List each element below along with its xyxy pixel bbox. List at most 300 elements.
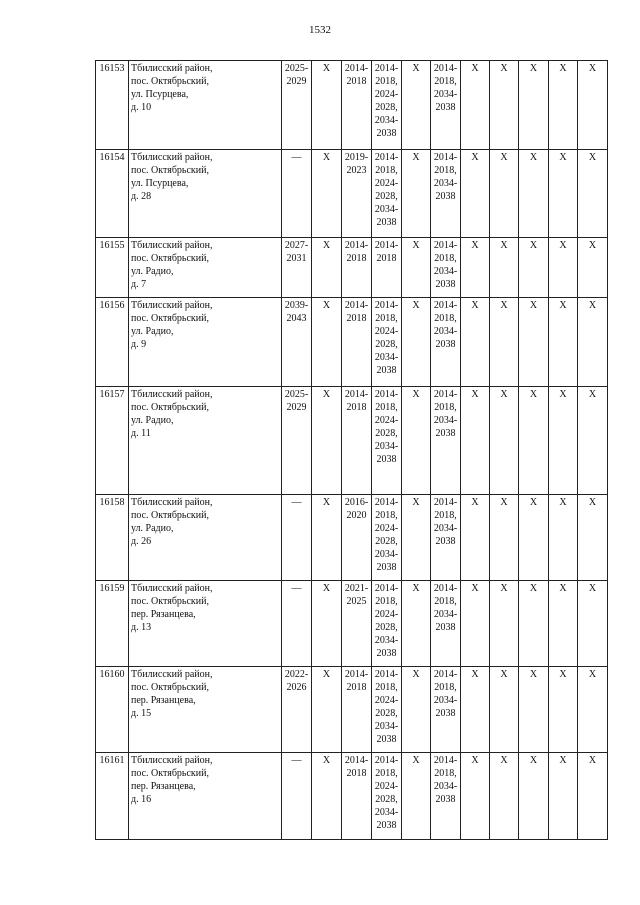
interval-a-cell <box>282 667 312 753</box>
interval-b-cell <box>342 298 372 387</box>
cell-line: 2039- <box>284 300 309 311</box>
cell-line: 2038 <box>376 734 397 745</box>
repair-years-cell <box>372 387 402 495</box>
survey-years-cell <box>431 150 461 238</box>
cell-line: X <box>322 389 331 400</box>
cell-line: 2014- <box>433 300 458 311</box>
cell-line: 2014- <box>344 63 369 74</box>
row-number: 16161 <box>96 753 129 840</box>
cell-line: 2034- <box>433 178 458 189</box>
mark-b-cell <box>402 495 431 581</box>
repair-years-cell <box>372 667 402 753</box>
cell-line: 2034- <box>433 89 458 100</box>
address-cell <box>129 387 282 495</box>
mark-e-cell <box>519 387 549 495</box>
mark-a-cell <box>312 581 342 667</box>
cell-line: 2018, <box>434 596 457 607</box>
mark-e-cell <box>519 667 549 753</box>
cell-line: X <box>559 497 567 508</box>
cell-line: 2028, <box>375 794 398 805</box>
survey-years-cell <box>431 581 461 667</box>
cell-line: X <box>322 63 331 74</box>
cell-line: 2029 <box>286 402 307 413</box>
mark-e-cell <box>519 581 549 667</box>
cell-line: 2038 <box>435 794 456 805</box>
mark-a-cell <box>312 150 342 238</box>
mark-e-cell <box>519 61 549 150</box>
cell-line: 2034- <box>433 326 458 337</box>
cell-line: 2034- <box>433 266 458 277</box>
cell-line: 2028, <box>375 428 398 439</box>
interval-b-cell <box>342 150 372 238</box>
address-line: д. 7 <box>131 279 147 290</box>
cell-line: 2026 <box>286 682 307 693</box>
cell-line: X <box>559 669 567 680</box>
mark-d-cell <box>490 753 519 840</box>
cell-line: 2038 <box>435 279 456 290</box>
cell-line: 2019- <box>344 152 369 163</box>
cell-line: X <box>588 152 597 163</box>
address-line: д. 28 <box>131 191 152 202</box>
cell-line: 2034- <box>374 115 399 126</box>
mark-f-cell <box>549 387 578 495</box>
row-number: 16153 <box>96 61 129 150</box>
interval-b-cell <box>342 238 372 298</box>
cell-line: X <box>471 300 479 311</box>
cell-line: 2024- <box>374 415 399 426</box>
mark-e-cell <box>519 238 549 298</box>
survey-years-cell <box>431 61 461 150</box>
mark-g-cell <box>578 387 608 495</box>
repair-years-cell <box>372 150 402 238</box>
interval-a-cell <box>282 298 312 387</box>
table-row <box>96 150 608 238</box>
cell-line: 2018 <box>346 313 367 324</box>
cell-line: X <box>588 497 597 508</box>
cell-line: X <box>412 63 420 74</box>
cell-line: 2034- <box>374 721 399 732</box>
cell-line: 2014- <box>344 300 369 311</box>
cell-line: 2018, <box>375 596 398 607</box>
cell-line: X <box>322 583 331 594</box>
cell-line: 2014- <box>433 152 458 163</box>
cell-line: 2038 <box>376 562 397 573</box>
repair-years-cell <box>372 753 402 840</box>
cell-line: 2038 <box>435 339 456 350</box>
cell-line: 2018, <box>434 402 457 413</box>
mark-d-cell <box>490 581 519 667</box>
interval-b-cell <box>342 387 372 495</box>
repair-years-cell <box>372 581 402 667</box>
cell-line: X <box>559 300 567 311</box>
row-number: 16159 <box>96 581 129 667</box>
cell-line: 2018, <box>434 76 457 87</box>
cell-line: — <box>291 755 302 766</box>
cell-line: 2034- <box>374 204 399 215</box>
cell-line: X <box>412 755 420 766</box>
cell-line: X <box>559 583 567 594</box>
cell-line: 2038 <box>376 454 397 465</box>
cell-line: 2023 <box>346 165 367 176</box>
mark-d-cell <box>490 495 519 581</box>
address-cell <box>129 298 282 387</box>
cell-line: 2018 <box>346 402 367 413</box>
cell-line: 2021- <box>344 583 369 594</box>
cell-line: 2028, <box>375 339 398 350</box>
repair-years-cell <box>372 298 402 387</box>
interval-b-cell <box>342 753 372 840</box>
mark-c-cell <box>461 667 490 753</box>
table-row <box>96 61 608 150</box>
cell-line: 2024- <box>374 781 399 792</box>
address-line: ул. Псурцева, <box>131 89 189 100</box>
address-line: пос. Октябрьский, <box>131 768 209 779</box>
cell-line: 2034- <box>433 781 458 792</box>
address-line: пос. Октябрьский, <box>131 402 209 413</box>
mark-c-cell <box>461 753 490 840</box>
cell-line: 2014- <box>344 755 369 766</box>
cell-line: X <box>322 152 331 163</box>
cell-line: X <box>412 152 420 163</box>
cell-line: 2038 <box>435 536 456 547</box>
mark-g-cell <box>578 581 608 667</box>
cell-line: X <box>529 152 538 163</box>
address-line: Тбилисский район, <box>131 755 213 766</box>
cell-line: X <box>322 240 331 251</box>
address-cell <box>129 667 282 753</box>
cell-line: 2014- <box>344 389 369 400</box>
cell-line: X <box>559 240 567 251</box>
interval-a-cell <box>282 753 312 840</box>
cell-line: 2034- <box>374 635 399 646</box>
cell-line: 2028, <box>375 536 398 547</box>
cell-line: 2014- <box>374 497 399 508</box>
mark-b-cell <box>402 298 431 387</box>
address-line: д. 26 <box>131 536 152 547</box>
cell-line: 2034- <box>433 609 458 620</box>
cell-line: 2018 <box>346 768 367 779</box>
cell-line: X <box>412 497 420 508</box>
mark-f-cell <box>549 581 578 667</box>
cell-line: X <box>471 63 479 74</box>
cell-line: 2024- <box>374 178 399 189</box>
cell-line: 2028, <box>375 191 398 202</box>
cell-line: X <box>529 389 538 400</box>
cell-line: 2038 <box>376 365 397 376</box>
table-row <box>96 667 608 753</box>
cell-line: 2038 <box>435 102 456 113</box>
cell-line: 2014- <box>374 300 399 311</box>
cell-line: 2018, <box>375 768 398 779</box>
mark-c-cell <box>461 61 490 150</box>
address-line: д. 11 <box>131 428 151 439</box>
cell-line: X <box>500 497 508 508</box>
mark-c-cell <box>461 298 490 387</box>
cell-line: X <box>529 583 538 594</box>
mark-g-cell <box>578 495 608 581</box>
cell-line: X <box>588 240 597 251</box>
interval-b-cell <box>342 667 372 753</box>
address-line: Тбилисский район, <box>131 240 213 251</box>
mark-e-cell <box>519 150 549 238</box>
cell-line: 2018 <box>376 253 397 264</box>
cell-line: X <box>471 152 479 163</box>
cell-line: X <box>559 389 567 400</box>
address-line: д. 10 <box>131 102 152 113</box>
cell-line: 2028, <box>375 102 398 113</box>
cell-line: X <box>559 755 567 766</box>
cell-line: 2024- <box>374 695 399 706</box>
cell-line: 2024- <box>374 523 399 534</box>
cell-line: 2014- <box>374 152 399 163</box>
cell-line: 2038 <box>435 622 456 633</box>
registry-table <box>95 60 608 840</box>
address-line: ул. Радио, <box>131 266 174 277</box>
cell-line: X <box>529 669 538 680</box>
interval-a-cell <box>282 581 312 667</box>
address-line: пос. Октябрьский, <box>131 596 209 607</box>
mark-f-cell <box>549 298 578 387</box>
cell-line: 2014- <box>344 669 369 680</box>
row-number: 16158 <box>96 495 129 581</box>
mark-c-cell <box>461 495 490 581</box>
cell-line: X <box>588 389 597 400</box>
cell-line: X <box>322 669 331 680</box>
mark-f-cell <box>549 753 578 840</box>
mark-f-cell <box>549 667 578 753</box>
row-number: 16155 <box>96 238 129 298</box>
cell-line: 2031 <box>286 253 307 264</box>
cell-line: 2028, <box>375 708 398 719</box>
cell-line: 2018, <box>434 253 457 264</box>
cell-line: X <box>412 389 420 400</box>
cell-line: 2034- <box>433 695 458 706</box>
cell-line: X <box>322 755 331 766</box>
table-row <box>96 387 608 495</box>
cell-line: X <box>412 300 420 311</box>
cell-line: 2024- <box>374 326 399 337</box>
address-line: д. 16 <box>131 794 152 805</box>
cell-line: 2014- <box>433 389 458 400</box>
cell-line: X <box>529 300 538 311</box>
address-line: д. 13 <box>131 622 152 633</box>
address-line: Тбилисский район, <box>131 583 213 594</box>
mark-c-cell <box>461 150 490 238</box>
cell-line: 2038 <box>435 428 456 439</box>
survey-years-cell <box>431 387 461 495</box>
interval-a-cell <box>282 238 312 298</box>
address-line: пер. Рязанцева, <box>131 695 196 706</box>
address-line: ул. Радио, <box>131 326 174 337</box>
cell-line: X <box>588 300 597 311</box>
address-cell <box>129 238 282 298</box>
mark-g-cell <box>578 667 608 753</box>
mark-d-cell <box>490 238 519 298</box>
cell-line: X <box>471 497 479 508</box>
cell-line: 2025- <box>284 389 309 400</box>
mark-b-cell <box>402 61 431 150</box>
cell-line: X <box>559 152 567 163</box>
cell-line: 2018 <box>346 682 367 693</box>
cell-line: 2018, <box>434 768 457 779</box>
interval-b-cell <box>342 61 372 150</box>
cell-line: — <box>291 152 302 163</box>
cell-line: X <box>500 755 508 766</box>
cell-line: 2024- <box>374 89 399 100</box>
mark-b-cell <box>402 581 431 667</box>
cell-line: X <box>559 63 567 74</box>
cell-line: 2014- <box>433 669 458 680</box>
repair-years-cell <box>372 238 402 298</box>
cell-line: X <box>500 669 508 680</box>
survey-years-cell <box>431 238 461 298</box>
cell-line: 2018, <box>434 165 457 176</box>
cell-line: 2014- <box>374 669 399 680</box>
cell-line: 2027- <box>284 240 309 251</box>
cell-line: X <box>412 240 420 251</box>
address-line: пер. Рязанцева, <box>131 781 196 792</box>
mark-d-cell <box>490 150 519 238</box>
mark-a-cell <box>312 238 342 298</box>
cell-line: 2038 <box>376 820 397 831</box>
cell-line: 2018, <box>375 402 398 413</box>
mark-d-cell <box>490 387 519 495</box>
address-line: д. 9 <box>131 339 147 350</box>
cell-line: 2024- <box>374 609 399 620</box>
cell-line: 2018, <box>434 313 457 324</box>
cell-line: X <box>588 63 597 74</box>
cell-line: X <box>412 583 420 594</box>
cell-line: 2020 <box>346 510 367 521</box>
address-cell <box>129 753 282 840</box>
cell-line: X <box>471 389 479 400</box>
cell-line: 2038 <box>376 128 397 139</box>
cell-line: X <box>500 583 508 594</box>
mark-a-cell <box>312 387 342 495</box>
cell-line: 2014- <box>433 583 458 594</box>
address-line: Тбилисский район, <box>131 669 213 680</box>
cell-line: 2025 <box>346 596 367 607</box>
cell-line: X <box>500 389 508 400</box>
cell-line: 2034- <box>374 807 399 818</box>
address-line: Тбилисский район, <box>131 63 213 74</box>
mark-d-cell <box>490 61 519 150</box>
cell-line: X <box>588 669 597 680</box>
row-number: 16157 <box>96 387 129 495</box>
cell-line: X <box>529 63 538 74</box>
cell-line: 2018, <box>434 682 457 693</box>
cell-line: 2018 <box>346 253 367 264</box>
cell-line: X <box>588 583 597 594</box>
mark-b-cell <box>402 387 431 495</box>
interval-a-cell <box>282 387 312 495</box>
cell-line: X <box>471 755 479 766</box>
mark-f-cell <box>549 495 578 581</box>
survey-years-cell <box>431 495 461 581</box>
repair-years-cell <box>372 61 402 150</box>
mark-g-cell <box>578 238 608 298</box>
interval-b-cell <box>342 581 372 667</box>
mark-b-cell <box>402 150 431 238</box>
address-line: пос. Октябрьский, <box>131 682 209 693</box>
mark-e-cell <box>519 495 549 581</box>
mark-b-cell <box>402 753 431 840</box>
cell-line: 2016- <box>344 497 369 508</box>
address-line: пос. Октябрьский, <box>131 76 209 87</box>
mark-a-cell <box>312 667 342 753</box>
cell-line: 2014- <box>433 240 458 251</box>
address-line: Тбилисский район, <box>131 152 213 163</box>
address-cell <box>129 581 282 667</box>
cell-line: 2018, <box>434 510 457 521</box>
mark-d-cell <box>490 667 519 753</box>
cell-line: 2029 <box>286 76 307 87</box>
cell-line: 2014- <box>433 497 458 508</box>
cell-line: 2038 <box>435 191 456 202</box>
cell-line: 2018 <box>346 76 367 87</box>
cell-line: X <box>529 240 538 251</box>
table-row <box>96 581 608 667</box>
cell-line: X <box>471 669 479 680</box>
cell-line: 2014- <box>374 389 399 400</box>
interval-a-cell <box>282 495 312 581</box>
mark-g-cell <box>578 150 608 238</box>
cell-line: 2014- <box>374 583 399 594</box>
cell-line: X <box>471 240 479 251</box>
address-line: пос. Октябрьский, <box>131 165 209 176</box>
mark-a-cell <box>312 298 342 387</box>
cell-line: 2018, <box>375 682 398 693</box>
cell-line: 2014- <box>374 63 399 74</box>
cell-line: X <box>529 755 538 766</box>
cell-line: 2014- <box>433 755 458 766</box>
table-row <box>96 495 608 581</box>
cell-line: 2018, <box>375 313 398 324</box>
mark-f-cell <box>549 150 578 238</box>
cell-line: 2038 <box>376 217 397 228</box>
table-row <box>96 238 608 298</box>
mark-c-cell <box>461 238 490 298</box>
address-line: Тбилисский район, <box>131 300 213 311</box>
address-line: ул. Радио, <box>131 523 174 534</box>
cell-line: X <box>500 300 508 311</box>
address-line: ул. Радио, <box>131 415 174 426</box>
interval-b-cell <box>342 495 372 581</box>
cell-line: X <box>500 152 508 163</box>
cell-line: 2034- <box>433 523 458 534</box>
address-line: Тбилисский район, <box>131 389 213 400</box>
cell-line: 2034- <box>374 352 399 363</box>
address-line: пос. Октябрьский, <box>131 510 209 521</box>
mark-f-cell <box>549 61 578 150</box>
cell-line: 2028, <box>375 622 398 633</box>
page-number: 1532 <box>309 24 331 36</box>
cell-line: 2014- <box>374 755 399 766</box>
cell-line: 2034- <box>433 415 458 426</box>
mark-f-cell <box>549 238 578 298</box>
cell-line: X <box>588 755 597 766</box>
cell-line: X <box>529 497 538 508</box>
mark-c-cell <box>461 581 490 667</box>
mark-g-cell <box>578 753 608 840</box>
mark-e-cell <box>519 298 549 387</box>
address-line: д. 15 <box>131 708 152 719</box>
mark-e-cell <box>519 753 549 840</box>
mark-a-cell <box>312 753 342 840</box>
cell-line: 2025- <box>284 63 309 74</box>
cell-line: 2018, <box>375 510 398 521</box>
mark-g-cell <box>578 61 608 150</box>
